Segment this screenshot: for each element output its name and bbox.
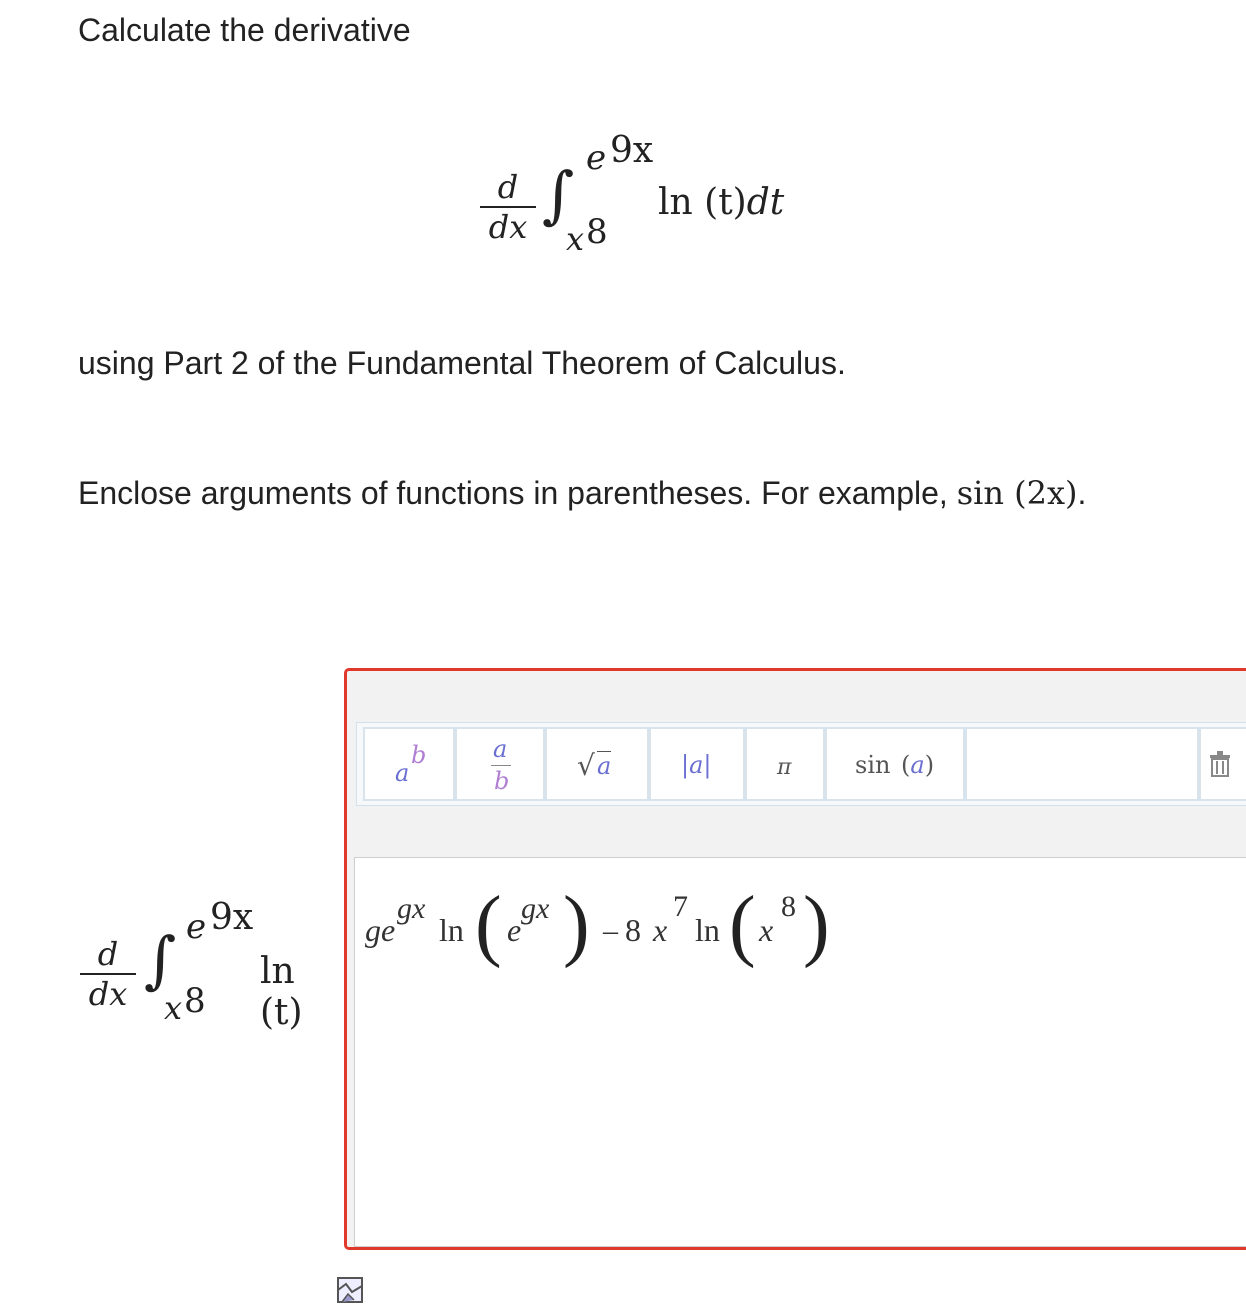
- trash-button[interactable]: [1199, 727, 1246, 801]
- lower-limit-base: x: [566, 220, 585, 258]
- question-title: Calculate the derivative: [78, 12, 411, 48]
- integrand-arg: (t): [704, 182, 747, 223]
- instruction-end: .: [1077, 475, 1087, 511]
- preview-lower-exponent: 8: [184, 981, 206, 1021]
- ans-exp-gx: gx: [397, 892, 426, 925]
- ans-lparen-1: (: [475, 881, 502, 969]
- preview-expression: [78, 895, 344, 1045]
- sqrt-button[interactable]: √ a: [545, 727, 649, 801]
- ans-eight: 8: [625, 912, 641, 948]
- d-numerator: d: [480, 168, 536, 208]
- preview-upper-base: e: [186, 907, 207, 947]
- ans-minus: –: [603, 914, 618, 947]
- trash-icon[interactable]: [1209, 751, 1231, 777]
- ans-rparen-1: ): [563, 881, 590, 969]
- ans-rparen-2: ): [803, 881, 830, 969]
- preview-lower-base: x: [164, 989, 183, 1027]
- ans-x: x: [653, 912, 668, 948]
- ans-ln-2: ln: [695, 912, 720, 948]
- preview-upper-exponent: 9x: [210, 897, 254, 938]
- ans-e: e: [381, 912, 396, 948]
- answer-input[interactable]: [354, 857, 1246, 1247]
- preview-integrand: ln (t): [260, 951, 303, 1033]
- preview-d-numerator: d: [80, 935, 136, 975]
- d-denominator: dx: [488, 208, 528, 246]
- upper-limit-exponent: 9x: [610, 130, 654, 171]
- preview-d-denominator: dx: [88, 975, 128, 1013]
- integrand-fn: ln: [658, 182, 693, 223]
- instruction-example: sin (2x): [956, 474, 1078, 512]
- answer-editor[interactable]: [344, 668, 1246, 1250]
- instruction-theorem: using Part 2 of the Fundamental Theorem of Calculus.: [78, 345, 846, 381]
- ans-e-2: e: [507, 912, 522, 948]
- fraction-button[interactable]: a b: [455, 727, 545, 801]
- upper-limit-base: e: [586, 138, 607, 178]
- ans-g: g: [365, 912, 381, 948]
- ans-x-2: x: [759, 912, 774, 948]
- ans-lparen-2: (: [729, 881, 756, 969]
- integrand-diff: dt: [746, 182, 785, 223]
- math-toolbar: [356, 722, 1246, 806]
- answer-expression: [363, 868, 843, 978]
- ans-exp-8: 8: [781, 890, 796, 923]
- abs-button[interactable]: |a|: [649, 727, 745, 801]
- integral-sign: ∫: [542, 158, 575, 231]
- instruction-text: Enclose arguments of functions in parentheses. For example,: [78, 475, 957, 511]
- lower-limit-exponent: 8: [586, 212, 608, 252]
- derivative-expression: [470, 130, 810, 280]
- broken-image-icon: [336, 1276, 366, 1306]
- pi-button[interactable]: π: [745, 727, 825, 801]
- ans-exp-7: 7: [673, 890, 688, 923]
- power-button[interactable]: a b: [363, 727, 455, 801]
- ans-exp-gx-2: gx: [521, 892, 550, 925]
- toolbar-spacer: [965, 727, 1199, 801]
- ans-ln-1: ln: [439, 912, 464, 948]
- sin-button[interactable]: sin (a): [825, 727, 965, 801]
- instruction-parentheses: [78, 474, 1086, 512]
- preview-integral-sign: ∫: [144, 923, 177, 996]
